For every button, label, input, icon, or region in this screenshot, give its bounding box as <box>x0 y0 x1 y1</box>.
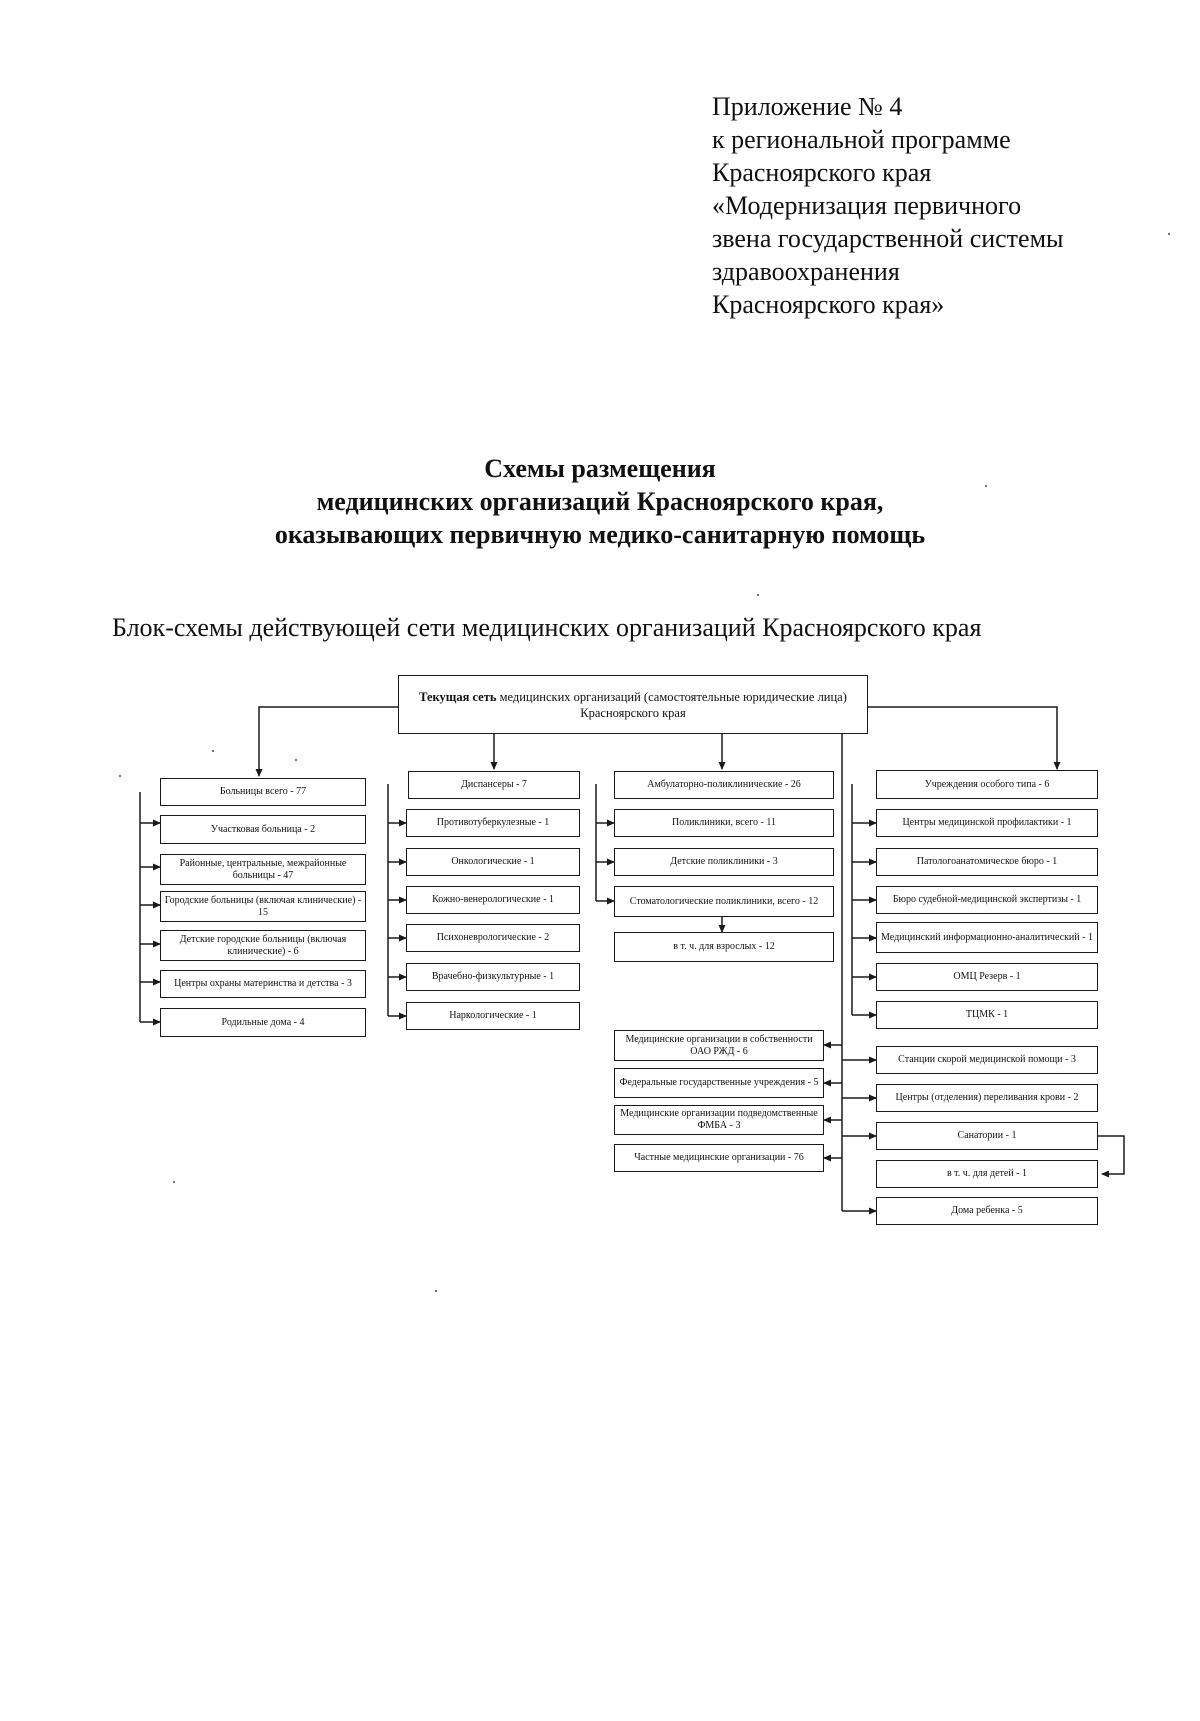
hospitals-item-box: Участковая больница - 2 <box>160 815 366 844</box>
special-item-box: Центры медицинской профилактики - 1 <box>876 809 1098 837</box>
appendix-line: Красноярского края <box>712 158 932 187</box>
dispensaries-item-box: Врачебно-физкультурные - 1 <box>406 963 580 991</box>
other-left-box: Частные медицинские организации - 76 <box>614 1144 824 1172</box>
hospitals-item-box: Центры охраны материнства и детства - 3 <box>160 970 366 998</box>
dispensaries-item-box: Психоневрологические - 2 <box>406 924 580 952</box>
other-right-box: Дома ребенка - 5 <box>876 1197 1098 1225</box>
scan-speck <box>435 1290 437 1292</box>
title-line: медицинских организаций Красноярского края, <box>316 487 884 516</box>
other-right-box: Станции скорой медицинской помощи - 3 <box>876 1046 1098 1074</box>
diagram-caption: Блок-схемы действующей сети медицинских организаций Красноярского края <box>112 613 982 642</box>
scan-speck <box>985 485 987 487</box>
outpatient-item-box: Стоматологические поликлиники, всего - 12 <box>614 886 834 917</box>
title-line: Схемы размещения <box>484 454 716 483</box>
scan-speck <box>295 759 297 761</box>
other-left-box: Медицинские организации в собственности ОАО РЖД - 6 <box>614 1030 824 1061</box>
other-right-box: в т. ч. для детей - 1 <box>876 1160 1098 1188</box>
hospitals-head-box: Больницы всего - 77 <box>160 778 366 806</box>
outpatient-item-box: Детские поликлиники - 3 <box>614 848 834 876</box>
dispensaries-head-box: Диспансеры - 7 <box>408 771 580 799</box>
scan-speck <box>212 750 214 752</box>
outpatient-sub-box: в т. ч. для взрослых - 12 <box>614 932 834 962</box>
other-left-box: Федеральные государственные учреждения - 5 <box>614 1068 824 1098</box>
root-bold-label: Текущая сеть <box>419 689 497 704</box>
root-label: медицинских организаций (самостоятельные юридические лица) Красноярского края <box>496 689 847 720</box>
scan-speck <box>757 594 759 596</box>
special-item-box: ТЦМК - 1 <box>876 1001 1098 1029</box>
special-item-box: Патологоанатомическое бюро - 1 <box>876 848 1098 876</box>
special-item-box: Бюро судебной-медицинской экспертизы - 1 <box>876 886 1098 914</box>
special-head-box: Учреждения особого типа - 6 <box>876 770 1098 799</box>
other-right-box: Санатории - 1 <box>876 1122 1098 1150</box>
dispensaries-item-box: Кожно-венерологические - 1 <box>406 886 580 914</box>
root-box <box>398 675 868 734</box>
appendix-line: здравоохранения <box>712 257 900 286</box>
special-item-box: Медицинский информационно-аналитический - 1 <box>876 922 1098 953</box>
appendix-line: Красноярского края» <box>712 290 945 319</box>
scan-speck <box>173 1181 175 1183</box>
outpatient-item-box: Поликлиники, всего - 11 <box>614 809 834 837</box>
other-left-box: Медицинские организации подведомственные ФМБА - 3 <box>614 1105 824 1135</box>
dispensaries-item-box: Онкологические - 1 <box>406 848 580 876</box>
dispensaries-item-box: Противотуберкулезные - 1 <box>406 809 580 837</box>
hospitals-item-box: Районные, центральные, межрайонные больницы - 47 <box>160 854 366 885</box>
outpatient-head-box: Амбулаторно-поликлинические - 26 <box>614 771 834 799</box>
appendix-line: «Модернизация первичного <box>712 191 1022 220</box>
scan-speck <box>1168 233 1170 235</box>
special-item-box: ОМЦ Резерв - 1 <box>876 963 1098 991</box>
appendix-line: Приложение № 4 <box>712 92 903 121</box>
scan-speck <box>119 775 121 777</box>
other-right-box: Центры (отделения) переливания крови - 2 <box>876 1084 1098 1112</box>
hospitals-item-box: Родильные дома - 4 <box>160 1008 366 1037</box>
title-line: оказывающих первичную медико-санитарную помощь <box>274 520 926 549</box>
hospitals-item-box: Детские городские больницы (включая клинические) - 6 <box>160 930 366 961</box>
dispensaries-item-box: Наркологические - 1 <box>406 1002 580 1030</box>
hospitals-item-box: Городские больницы (включая клинические) - 15 <box>160 891 366 922</box>
appendix-line: к региональной программе <box>712 125 1011 154</box>
appendix-line: звена государственной системы <box>712 224 1064 253</box>
